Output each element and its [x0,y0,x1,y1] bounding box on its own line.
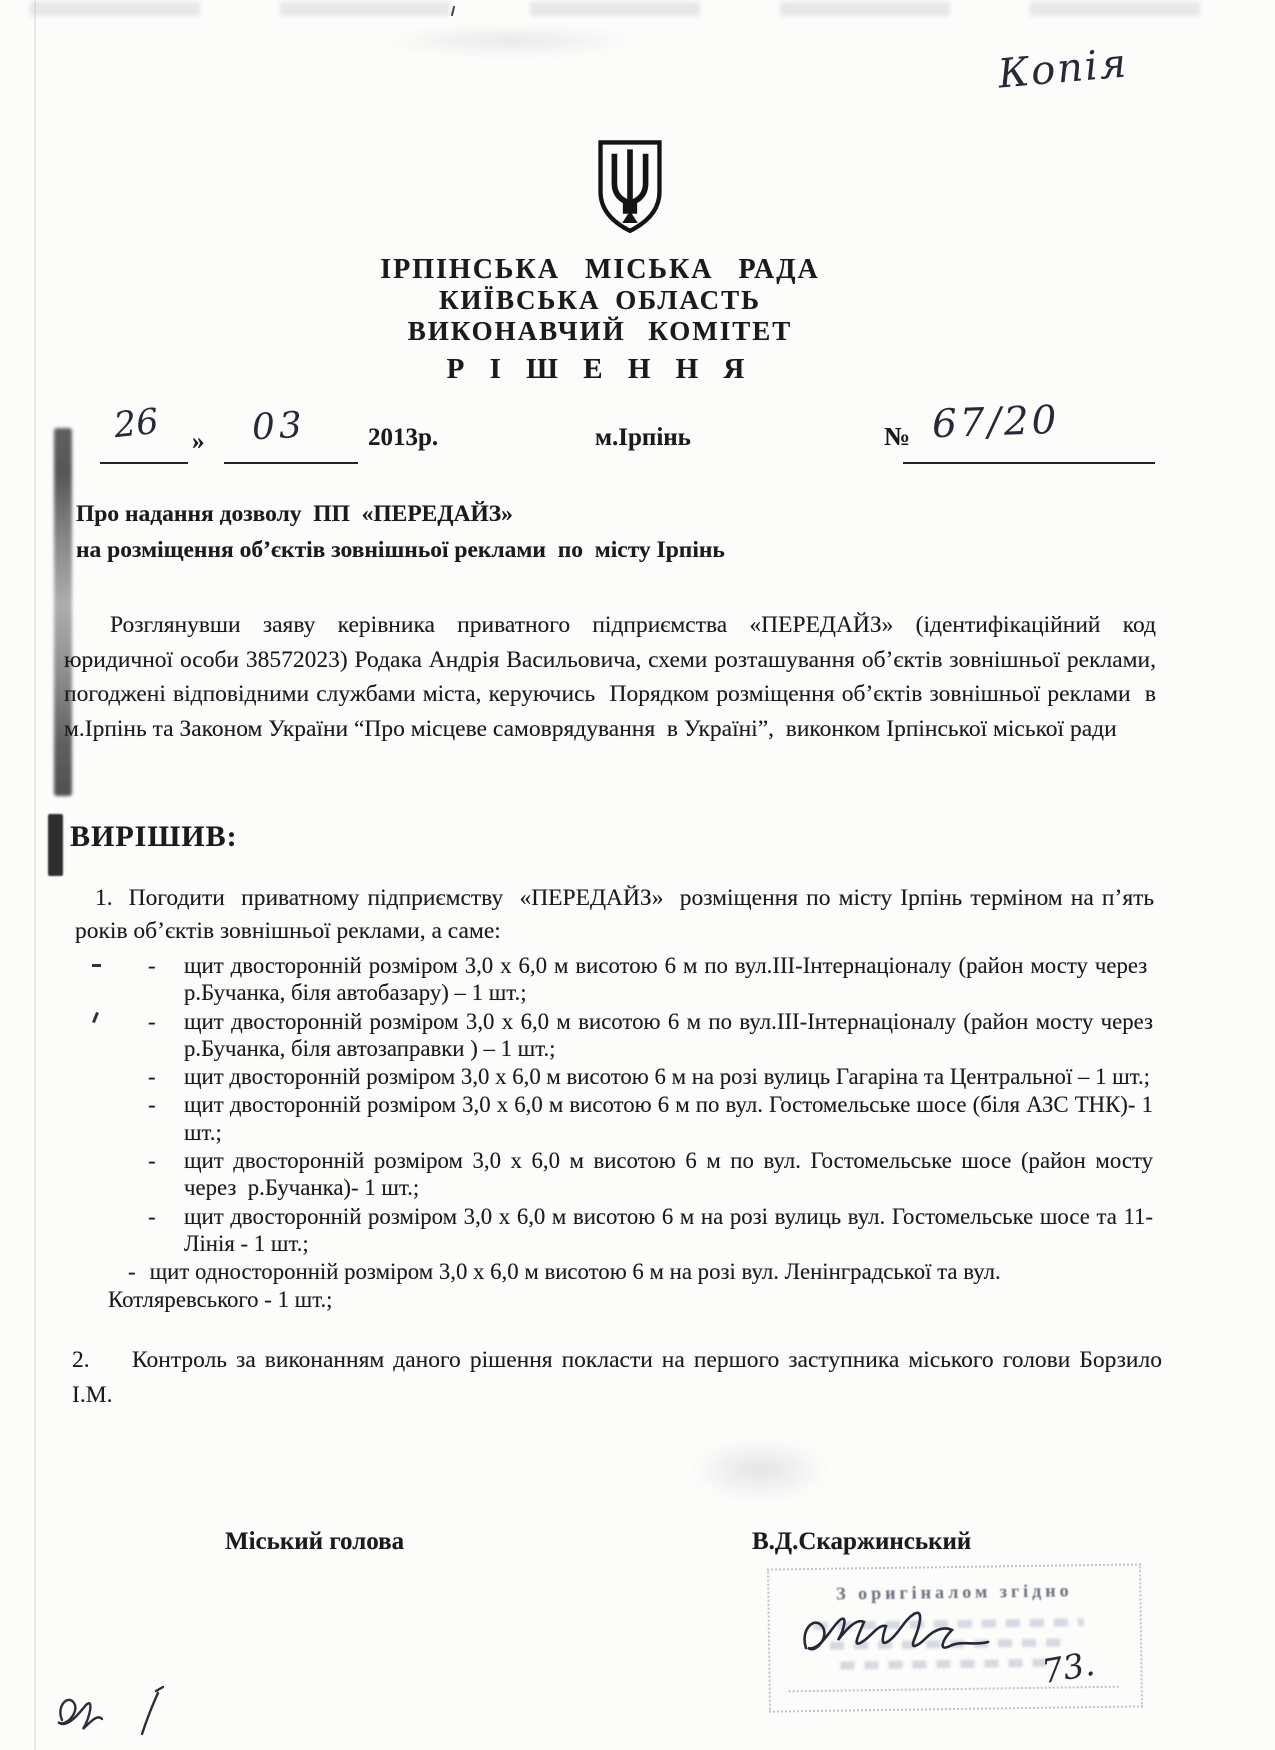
scan-left-bar [48,814,63,876]
list-item-text: щит односторонній розміром 3,0 х 6,0 м висотою 6 м на розі вул. Ленінградської та вул. Котляревського - 1 шт.; [108,1259,1001,1312]
bullet-dash: - [148,1092,156,1118]
subject-block [76,496,896,568]
list-item [148,1063,1153,1090]
list-item [148,1008,1153,1063]
billboard-list [108,952,1153,1314]
subject-line-2: на розміщення об’єктів зовнішньої реклами по місту Ірпінь [76,537,725,563]
list-item-text: щит двосторонній розміром 3,0 х 6,0 м висотою 6 м по вул.ІІІ-Інтернаціоналу (район мосту через р.Бучанка, біля автобазару) – 1 шт.; [184,953,1153,1006]
number-sign: № [884,422,911,451]
number-underline [903,462,1155,464]
scan-blotch [380,28,640,54]
preamble-paragraph: Розглянувши заяву керівника приватного підприємства «ПЕРЕДАЙЗ» (ідентифікаційний код юридичної особи 38572023) Родака Андрія Васильовича, схеми розташування об’єктів зовнішньої реклами, погоджені відповідними службами міста, керуючись Порядком розміщення об’єктів зовнішньої реклами в м.Ірпінь та Законом України “Про місцеве самоврядування в Україні”, виконком Ірпінської міської ради [64,612,1156,742]
year-label: 2013р. [368,424,439,451]
list-item-text: щит двосторонній розміром 3,0 х 6,0 м висотою 6 м по вул. Гостомельське шосе (біля АЗС ТНК)- 1 шт.; [184,1092,1153,1145]
resolved-heading: ВИРІШИВ: [70,820,238,853]
region-name: КИЇВСЬКА ОБЛАСТЬ [438,285,762,315]
bullet-dash: - [128,1259,136,1285]
certification-signature [792,1596,1002,1673]
list-item-text: щит двосторонній розміром 3,0 х 6,0 м висотою 6 м на розі вулиць Гагаріна та Центральної – 1 шт.; [184,1064,1151,1090]
bullet-dash: - [148,1203,156,1229]
list-item [148,1091,1153,1146]
issuing-authority: ІРПІНСЬКА МІСЬКА РАДА [380,254,820,285]
list-item-text: щит двосторонній розміром 3,0 х 6,0 м висотою 6 м на розі вулиць вул. Гостомельське шосе та 11-Лінія - 1 шт.; [184,1203,1153,1256]
item-text: Погодити приватному підприємству «ПЕРЕДАЙЗ» розміщення по місту Ірпінь терміном на п’ять років об’єктів зовнішньої реклами, а саме: [75,885,1160,944]
pen-scribble-icon [42,1678,192,1748]
item-text: Контроль за виконанням даного рішення покласти на першого заступника міського голови Борзило І.М. [72,1347,1162,1408]
bullet-dash: - [148,1148,156,1174]
tryzub-icon [591,138,669,237]
coat-of-arms-emblem [591,138,669,242]
handwritten-copy-note: Копія [996,40,1130,98]
scan-blotch [690,1440,830,1500]
item-number: 1. [95,885,113,911]
list-item-text: щит двосторонній розміром 3,0 х 6,0 м висотою 6 м по вул.ІІІ-Інтернаціоналу (район мосту через р.Бучанка, біля автозаправки ) – 1 шт.; [184,1008,1153,1061]
item-number: 2. [72,1347,90,1373]
stamp-text: З оригіналом згідно [835,1580,1073,1604]
margin-mark [92,964,101,967]
handwritten-month: 03 [250,404,307,449]
document-header [30,254,1170,385]
document-type: Р І Ш Е Н Н Я [446,353,754,385]
bullet-dash: - [148,1064,156,1090]
margin-scribble [42,1678,192,1750]
margin-mark [92,1012,99,1023]
list-item [108,1258,1153,1313]
handwritten-document-number: 67/20 [931,397,1061,448]
close-quote-mark: » [192,428,205,455]
city-label: м.Ірпінь [595,424,691,451]
handwritten-stamp-number: 73. [1039,1643,1098,1692]
subject-line-1: Про надання дозволу ПП «ПЕРЕДАЙЗ» [76,501,513,527]
month-underline [224,462,358,464]
scan-top-smudge [30,2,1260,16]
list-item-text: щит двосторонній розміром 3,0 х 6,0 м висотою 6 м по вул. Гостомельське шосе (район мосту через р.Бучанка)- 1 шт.; [184,1148,1153,1201]
list-item [148,952,1153,1007]
bullet-dash: - [148,953,156,978]
resolution-item-2 [72,1343,1162,1413]
day-underline [100,462,188,464]
bullet-dash: - [148,1008,156,1034]
signer-title: Міський голова [225,1528,405,1555]
executive-committee: ВИКОНАВЧИЙ КОМІТЕТ [407,316,793,346]
resolution-item-1 [75,882,1160,948]
handwritten-day: 26 [112,401,161,447]
list-item [148,1203,1153,1258]
signature-scribble-icon [792,1596,1002,1668]
dateline [0,397,1275,470]
list-item [148,1147,1153,1202]
signer-name: В.Д.Скаржинський [752,1528,972,1555]
